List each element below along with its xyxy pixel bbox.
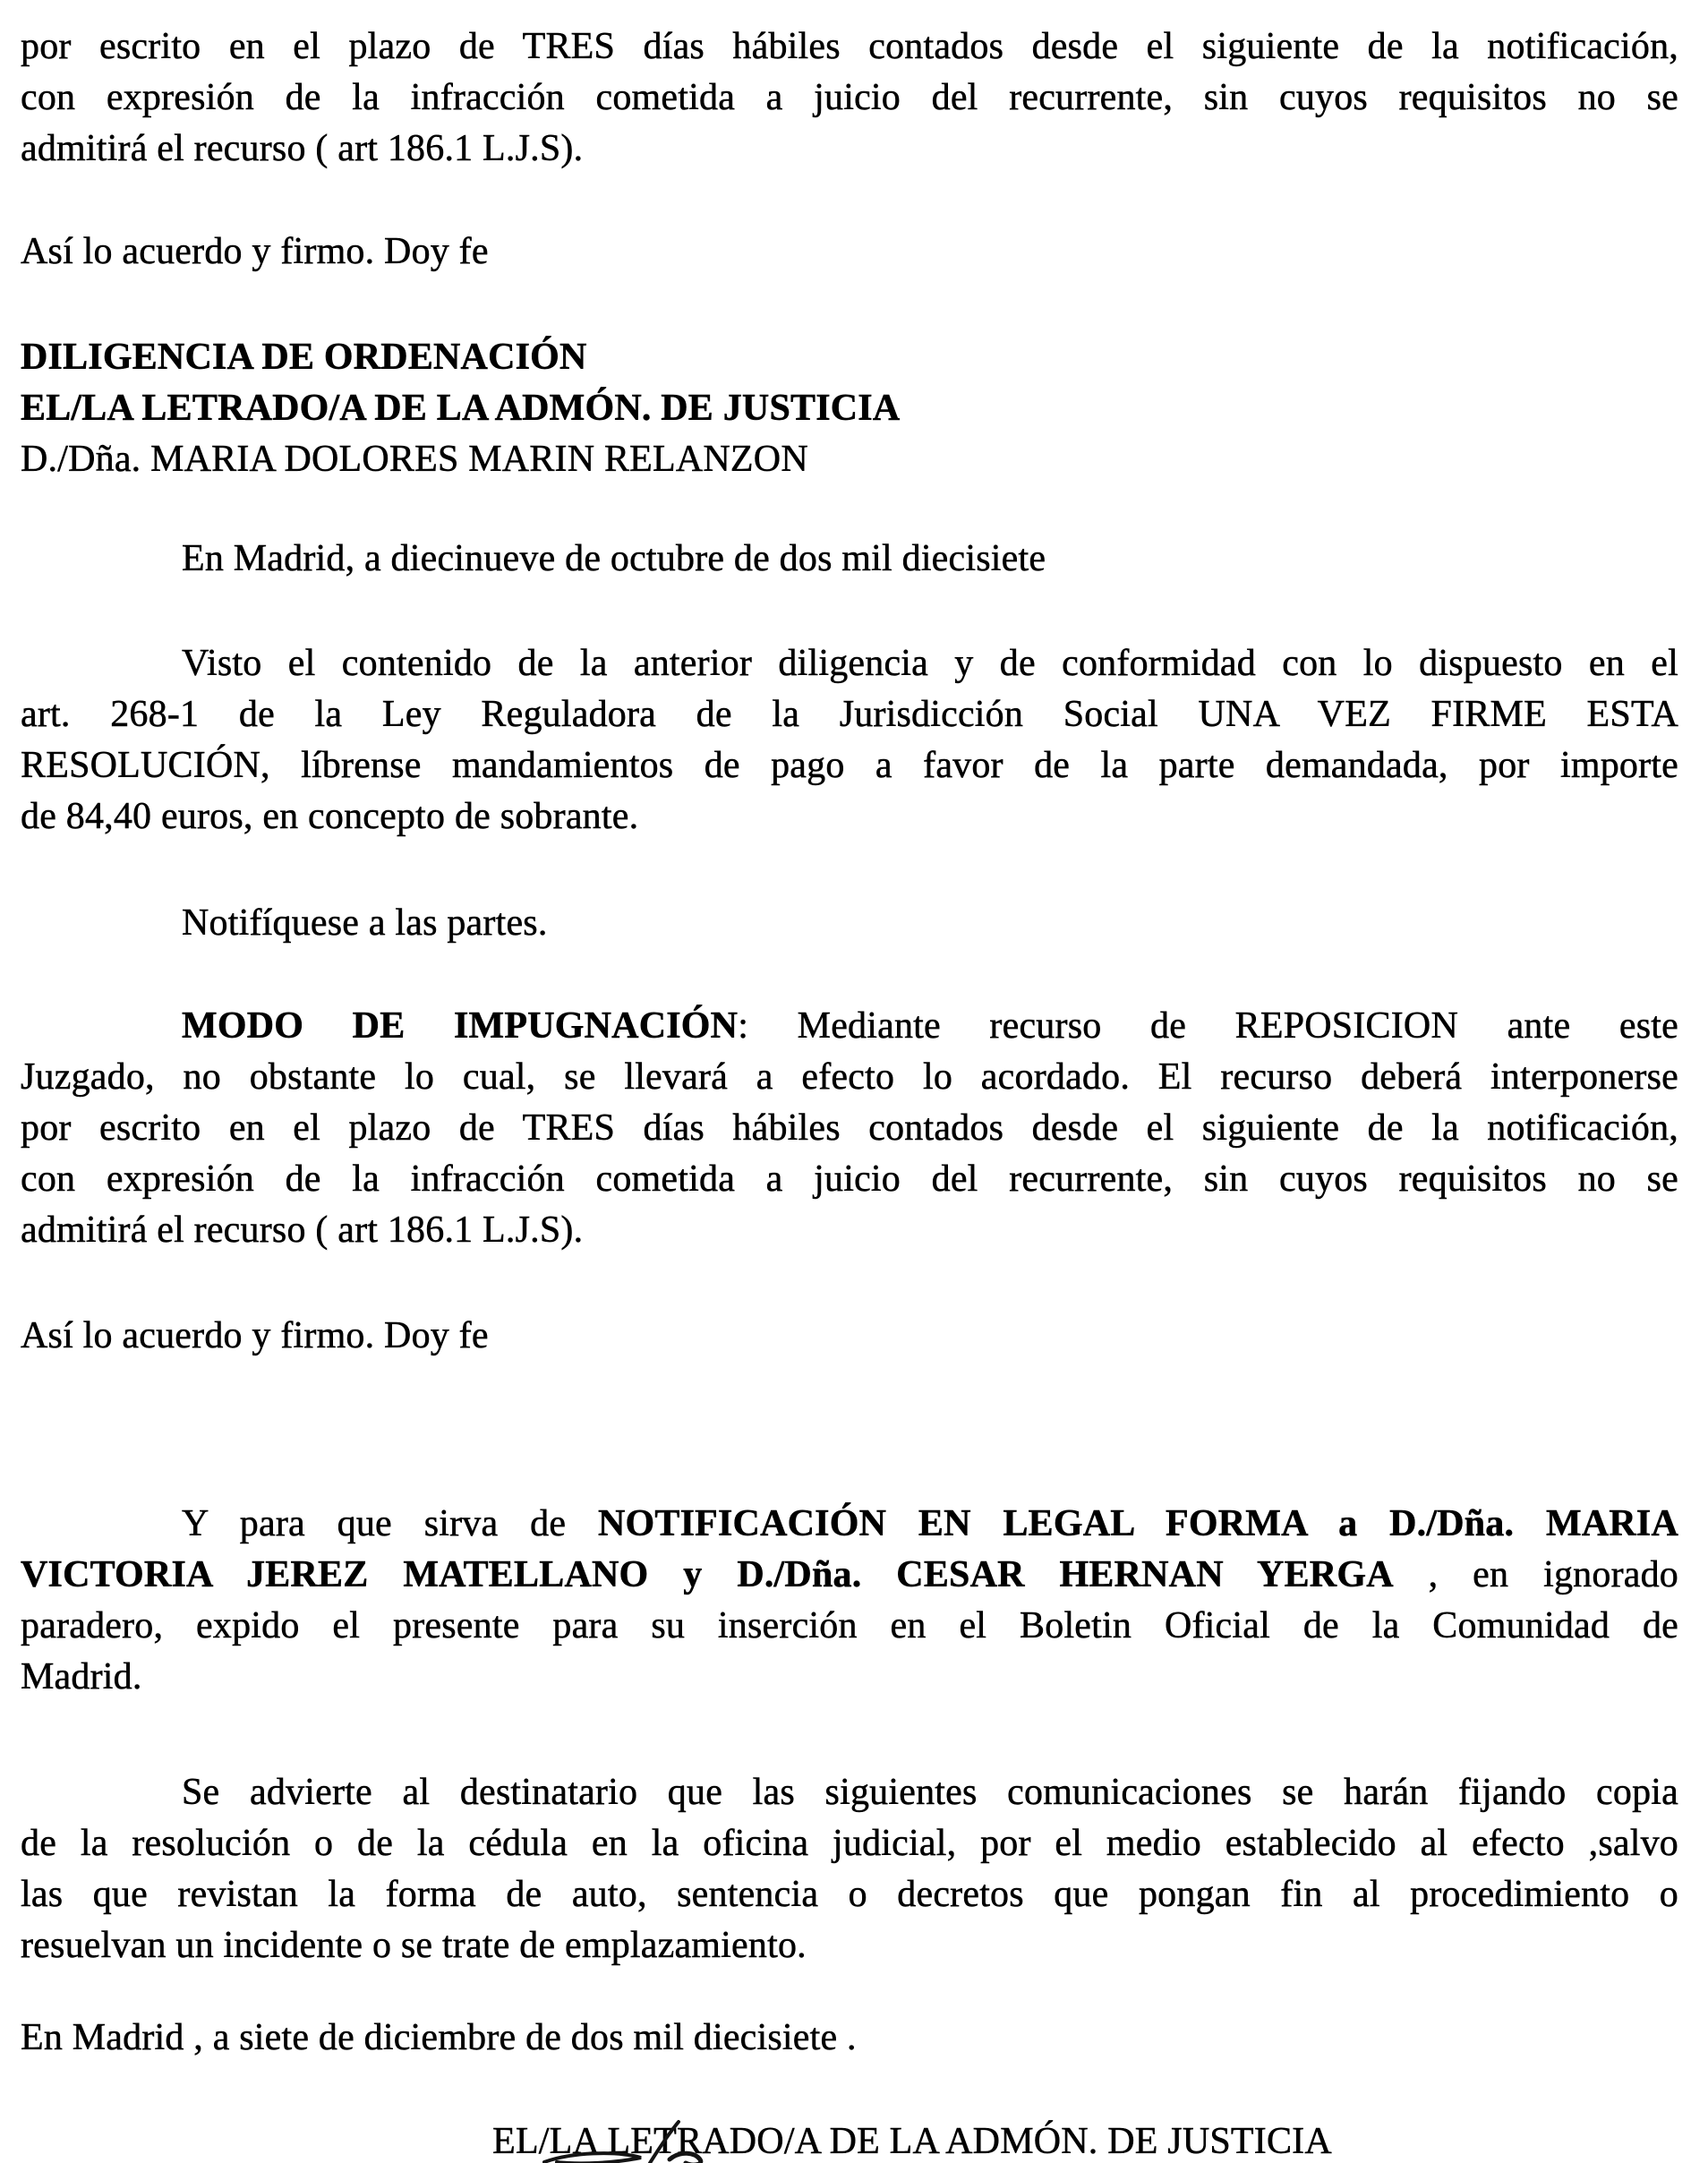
text-segment: En Madrid, a diecinueve de octubre de dos mil diecisiete — [182, 538, 1046, 579]
text-segment: con expresión de la infracción cometida a juicio del recurrente, sin cuyos requisitos no se — [21, 77, 1678, 118]
text-segment: Notifíquese a las partes. — [182, 902, 548, 944]
text-line — [21, 1920, 1678, 1971]
para-modo-impugnacion — [21, 1001, 1678, 1256]
para-se-advierte — [21, 1767, 1678, 1971]
text-segment: , en ignorado — [1393, 1554, 1678, 1595]
text-line — [21, 1601, 1678, 1652]
signature-scribble — [535, 2118, 786, 2163]
text-segment: Así lo acuerdo y firmo. Doy fe — [21, 231, 489, 272]
text-line — [21, 534, 1678, 585]
text-line — [21, 638, 1678, 689]
para-asi-lo-acuerdo-1 — [21, 227, 1678, 278]
text-line — [21, 1652, 1678, 1703]
text-line — [21, 332, 1678, 383]
text-line — [21, 1499, 1678, 1550]
text-segment: Y para que sirva de — [182, 1503, 598, 1544]
text-segment: las que revistan la forma de auto, sentencia o decretos que pongan fin al procedimiento o — [21, 1874, 1678, 1915]
text-line — [21, 124, 1678, 175]
text-line — [21, 1052, 1678, 1103]
text-segment: de la resolución o de la cédula en la oficina judicial, por el medio establecido al efecto ,salvo — [21, 1823, 1678, 1864]
text-segment: resuelvan un incidente o se trate de emplazamiento. — [21, 1925, 807, 1966]
bold-text-segment: DILIGENCIA DE ORDENACIÓN — [21, 337, 587, 378]
text-segment: En Madrid , a siete de diciembre de dos mil diecisiete . — [21, 2017, 857, 2058]
text-line — [21, 1001, 1678, 1052]
text-segment: Así lo acuerdo y firmo. Doy fe — [21, 1315, 489, 1356]
text-line — [21, 1818, 1678, 1869]
text-segment: con expresión de la infracción cometida a juicio del recurrente, sin cuyos requisitos no se — [21, 1158, 1678, 1200]
text-line — [21, 21, 1678, 73]
text-line — [21, 1154, 1678, 1205]
text-line — [21, 791, 1678, 842]
text-segment: art. 268-1 de la Ley Reguladora de la Jurisdicción Social UNA VEZ FIRME ESTA — [21, 694, 1678, 735]
text-segment: Visto el contenido de la anterior diligencia y de conformidad con lo dispuesto en el — [182, 643, 1678, 684]
bold-text-segment: NOTIFICACIÓN EN LEGAL FORMA a D./Dña. MARIA — [598, 1503, 1678, 1544]
text-segment: : Mediante recurso de REPOSICION ante este — [738, 1005, 1678, 1047]
text-line — [21, 1205, 1678, 1256]
text-segment: Madrid. — [21, 1656, 142, 1697]
document-body — [21, 0, 1678, 2163]
text-line — [21, 227, 1678, 278]
text-segment: Se advierte al destinatario que las siguientes comunicaciones se harán fijando copia — [182, 1772, 1678, 1813]
text-line — [146, 2116, 1678, 2163]
bold-text-segment: EL/LA LETRADO/A DE LA ADMÓN. DE JUSTICIA — [21, 388, 901, 429]
text-segment: paradero, expido el presente para su inserción en el Boletin Oficial de la Comunidad de — [21, 1605, 1678, 1646]
para-visto-contenido — [21, 638, 1678, 842]
para-recurso-requisitos-1 — [21, 21, 1678, 175]
text-line — [21, 898, 1678, 949]
text-line — [21, 1767, 1678, 1818]
bold-text-segment: MODO DE IMPUGNACIÓN — [182, 1005, 739, 1047]
text-line — [21, 383, 1678, 434]
text-segment: por escrito en el plazo de TRES días hábiles contados desde el siguiente de la notificación, — [21, 26, 1678, 67]
heading-letrado-firma — [21, 2116, 1678, 2163]
bold-text-segment: VICTORIA JEREZ MATELLANO y D./Dña. CESAR HERNAN YERGA — [21, 1554, 1394, 1595]
text-segment: RESOLUCIÓN, líbrense mandamientos de pago a favor de la parte demandada, por importe — [21, 745, 1678, 786]
text-line — [21, 1550, 1678, 1601]
para-notifiquese — [21, 898, 1678, 949]
text-line — [21, 73, 1678, 124]
text-line — [21, 2013, 1678, 2064]
text-segment: EL/LA LETRADO/A DE LA ADMÓN. DE JUSTICIA — [492, 2121, 1332, 2162]
text-line — [21, 689, 1678, 740]
para-en-madrid-diciembre — [21, 2013, 1678, 2064]
para-en-madrid-octubre — [21, 534, 1678, 585]
para-notificacion-legal-forma — [21, 1499, 1678, 1703]
text-segment: de 84,40 euros, en concepto de sobrante. — [21, 796, 639, 837]
heading-diligencia-ordenacion — [21, 332, 1678, 485]
text-line — [21, 1311, 1678, 1362]
text-segment: Juzgado, no obstante lo cual, se llevará a efecto lo acordado. El recurso deberá interponerse — [21, 1056, 1678, 1098]
text-line — [21, 1103, 1678, 1154]
text-line — [21, 740, 1678, 791]
text-segment: por escrito en el plazo de TRES días hábiles contados desde el siguiente de la notificación, — [21, 1107, 1678, 1149]
text-line — [21, 1869, 1678, 1920]
text-line — [21, 434, 1678, 485]
text-segment: admitirá el recurso ( art 186.1 L.J.S). — [21, 128, 584, 169]
text-segment: admitirá el recurso ( art 186.1 L.J.S). — [21, 1210, 584, 1251]
para-asi-lo-acuerdo-2 — [21, 1311, 1678, 1362]
text-segment: D./Dña. MARIA DOLORES MARIN RELANZON — [21, 439, 808, 480]
